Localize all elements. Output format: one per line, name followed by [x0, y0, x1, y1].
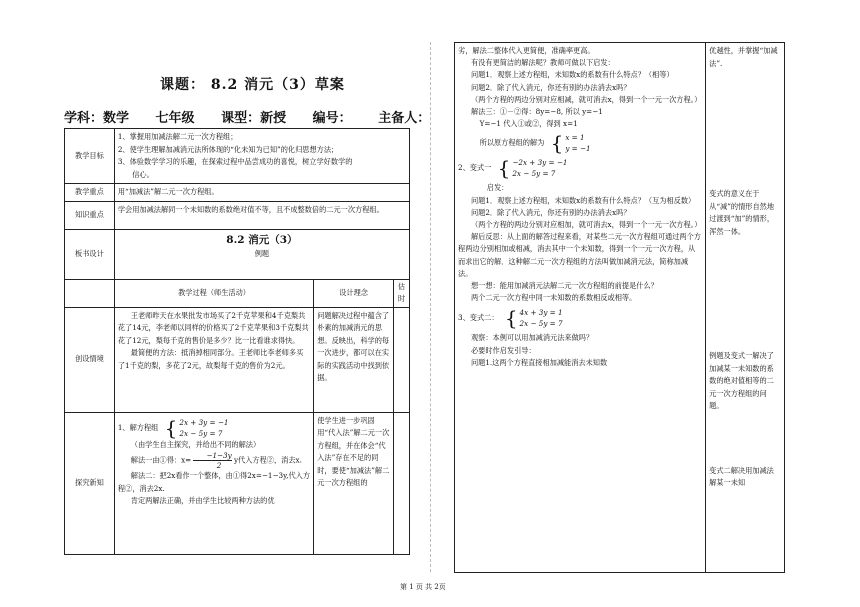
- board-title: 8.2 消元（3）: [226, 233, 298, 246]
- method-three: 解法三：①－②得：8y=−8, 所以 y=−1: [470, 107, 603, 117]
- process-header-blank: [65, 279, 115, 307]
- goal-3-cont: 信心。: [117, 169, 154, 179]
- think-answer: 两个二元一次方程中同一未知数的系数相反或相等。: [470, 293, 637, 303]
- goal-3: 3、体验数学学习的乐趣，在探索过程中品尝成功的喜悦，树立学好数学的: [117, 157, 353, 166]
- variant-q1: 问题1．观察上述方程组，未知数x的系数有什么特点？（互为相反数）: [470, 195, 696, 205]
- guide: 必要时作启发引导：: [470, 345, 536, 355]
- think: 想一想：能用加减消元法解二元一次方程组的前提是什么？: [470, 281, 658, 291]
- lesson-plan-table-left: [64, 128, 410, 555]
- author: 主备人：: [378, 111, 431, 126]
- right-main-content: [455, 43, 706, 573]
- situation-label: 创设情境: [65, 307, 115, 412]
- question-1: 问题1．观察上述方程组，未知数x的系数有什么特点？（相等）: [470, 70, 674, 80]
- variant-two-q1: 问题1.这两个方程直接相加减能消去未知数: [470, 357, 608, 367]
- variant-two: 3、变式二： { 4x + 3y = 1 2x − 5y = 7: [458, 306, 563, 331]
- note-low: 例题及变式一解决了加减某一未知数的系数的绝对值相等的二元一次方程组的问题。: [709, 351, 774, 410]
- page-footer: 第 1 页 共 2页: [400, 583, 446, 591]
- line-prompt: 有没有更简洁的解法呢？教师可做以下启发：: [470, 58, 615, 68]
- method-three-sub: Y=−1 代入①或②，得到 x=1: [479, 119, 578, 129]
- grade: 七年级: [155, 111, 195, 126]
- eq-1b: 2x − 5y = 7: [179, 428, 223, 438]
- explore-hint: （由学生自主探究，并给出不同的解法）: [130, 439, 261, 449]
- goal-2: 2、使学生理解加减消元法所体现的“化未知为已知”的化归思想方法；: [117, 144, 339, 154]
- lesson-plan-table-right: [454, 42, 785, 573]
- col-time: 估时: [393, 279, 409, 307]
- board-sub: 例题: [254, 248, 270, 258]
- question-2: 问题2．除了代入消元，你还有别的办法消去x吗？: [470, 82, 631, 92]
- key-content: 用“加减法”解二元一次方程组。: [114, 184, 409, 202]
- situation-para-1: 王老师昨天在水果批发市场买了2千克苹果和4千克梨共花了14元，李老师以同样的价格买了2千克苹果和3千克梨共花了12元，梨每千克的售价是多少？比一比看谁求得快。: [117, 310, 309, 345]
- line-compare: 劣，解法二整体代入更简便，准确率更高。: [458, 46, 595, 55]
- situation-content: [114, 307, 313, 412]
- board-content: [114, 229, 409, 279]
- variant-one: 2、变式一 { −2x + 3y = −1 2x − 5y = 7: [458, 156, 568, 181]
- difficulty-content: 学会用加减法解同一个未知数的系数绝对值不等，且不成整数倍的二元一次方程组。: [114, 201, 409, 229]
- answer-subtract: （两个方程的两边分别对应相减，就可消去x，得到一个一元一次方程。）: [470, 94, 702, 104]
- variant-q2: 问题2．除了代入消元，你还有别的办法消去x吗？: [470, 207, 631, 217]
- page-title: 课题： 8.2 消元（3）草案: [160, 77, 345, 93]
- subject: 学科：数学: [64, 111, 130, 126]
- col-process: 教学过程（师生活动）: [114, 279, 313, 307]
- variant-one-system: { −2x + 3y = −1 2x − 5y = 7: [497, 156, 568, 181]
- goals-label: 教学目标: [65, 129, 115, 184]
- variant-two-system: { 4x + 3y = 1 2x − 5y = 7: [504, 306, 563, 331]
- situation-para-2: 最简便的方法：抵消掉相同部分。王老师比李老师多买了1千克的梨，多花了2元，故梨每千克的售价为2元。: [117, 348, 304, 370]
- eq-1a: 2x + 3y = −1: [179, 417, 229, 427]
- explore-content: [114, 412, 313, 554]
- note-mid: 变式的意义在于从“减”的情形自然地过渡到“加”的情形，浑然一体。: [709, 189, 775, 236]
- meta-line: [64, 107, 452, 126]
- explore-question: 1、解方程组 { 2x + 3y = −1 2x − 5y = 7: [117, 415, 229, 440]
- right-side-notes: [706, 43, 785, 573]
- lesson-type: 课型：新授: [221, 111, 287, 126]
- solution-system: { x = 1 y = −1: [550, 131, 591, 156]
- method-one: 解法一由①得：x= $\frac{-1-3y}{2}$ y代入方程②，消去x.: [130, 451, 302, 470]
- lesson-number: 编号：: [312, 111, 352, 126]
- reflection: 解后反思：从上面的解答过程来看，对某些二元一次方程组可通过两个方程两边分别相加或相减，消去其中一个未知数，得到一个一元一次方程，从而求出它的解．这种解二元一次方程组的方法叫做加减消元法，简称加减法。: [458, 232, 701, 278]
- method-compare: 肯定两解法正确，并由学生比较两种方法的优: [130, 496, 275, 505]
- goals-content: [114, 129, 409, 184]
- key-label: 教学重点: [65, 184, 115, 202]
- answer-add: （两个方程的两边分别对应相加，就可消去x，得到一个一元一次方程。）: [470, 220, 702, 230]
- explore-time: [393, 412, 409, 554]
- explore-label: 探究新知: [65, 412, 115, 554]
- fraction: $\frac{-1-3y}{2}$: [193, 451, 231, 470]
- situation-time: [393, 307, 409, 412]
- hint-label: 启发：: [486, 183, 509, 193]
- col-idea: 设计理念: [314, 279, 394, 307]
- method-two: 解法二：把2x看作一个整体，由①得2x=−1−3y,代入方程②，消去2x.: [117, 471, 311, 493]
- note-top: 优越性，并掌握“加减法”.: [709, 46, 778, 68]
- explore-idea: 使学生进一步巩固用“代入法”解二元一次方程组，并在体会“代入法”存在不足的同时，要使“加减法”解二元一次方程组的: [314, 412, 394, 554]
- difficulty-label: 知识重点: [65, 201, 115, 229]
- solution-line: 所以原方程组的解为 { x = 1 y = −1: [479, 131, 591, 156]
- board-label: 板书设计: [65, 229, 115, 279]
- goal-1: 1、掌握用加减法解二元一次方程组；: [117, 132, 238, 141]
- observe: 观察：本例可以用加减消元法来做吗？: [470, 333, 594, 343]
- situation-idea: 问题解决过程中蕴含了朴素的加减消元的思想。反映出，科学的每一次进步，都可以在实际的实践活动中找到依据。: [314, 307, 394, 412]
- equation-system-1: { 2x + 3y = −1 2x − 5y = 7: [164, 415, 229, 440]
- note-bottom: 变式二解决用加减法解某一未知: [709, 465, 774, 487]
